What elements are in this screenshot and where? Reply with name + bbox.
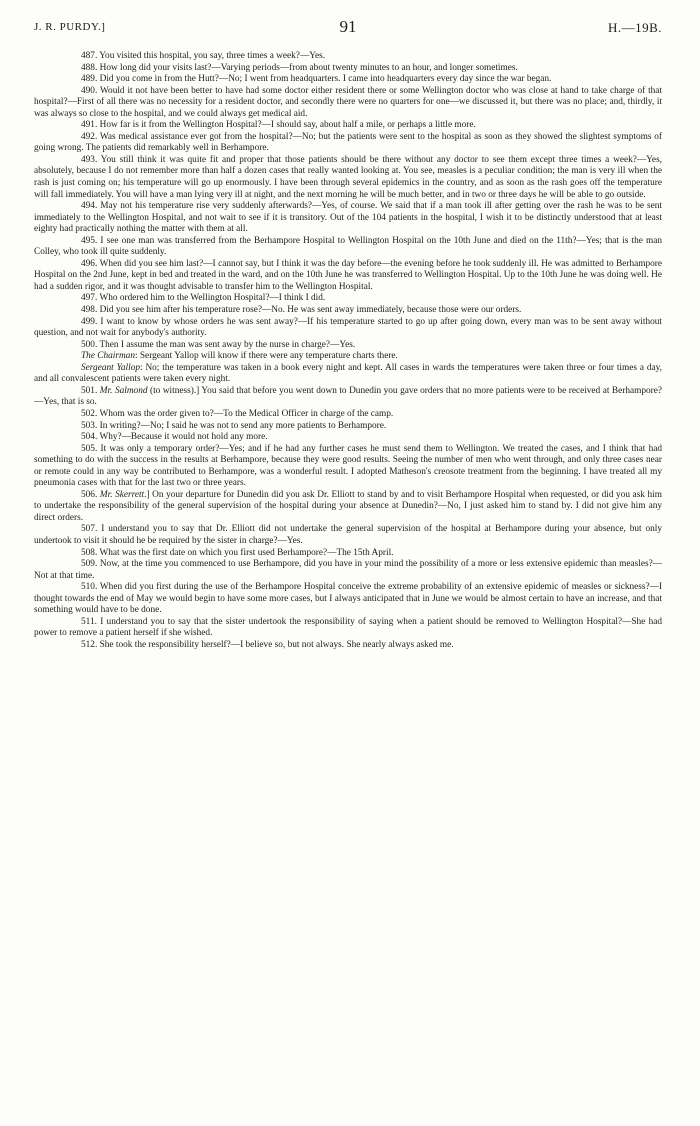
question-number: 512. xyxy=(81,639,98,650)
testimony-paragraph xyxy=(34,524,662,547)
testimony-paragraph xyxy=(34,259,662,294)
testimony-paragraph xyxy=(34,409,662,421)
header-witness-name: J. R. PURDY.] xyxy=(34,21,106,33)
question-number: 496. xyxy=(81,258,98,269)
paragraph-text: Did you come in from the Hutt?—No; I went from headquarters. I came into headquarters every day since the war began. xyxy=(99,74,552,85)
question-number: 488. xyxy=(81,62,98,73)
question-number: 500. xyxy=(81,339,98,350)
question-number: 506. xyxy=(81,489,98,500)
paragraph-text: (to witness).] You said that before you went down to Dunedin you gave orders that no more patients were to be received at Berhampore?—Yes, that is so. xyxy=(34,385,662,408)
speaker-name: The Chairman xyxy=(81,351,135,362)
paragraph-text: Did you see him after his temperature rose?—No. He was sent away immediately, because those were our orders. xyxy=(99,305,522,316)
speaker-name: Sergeant Yallop xyxy=(81,362,140,373)
page-number: 91 xyxy=(339,17,357,36)
testimony-paragraph xyxy=(34,363,662,386)
speaker-name: Mr. Skerrett xyxy=(99,489,145,500)
question-number: 490. xyxy=(81,85,98,96)
question-number: 502. xyxy=(81,408,98,419)
paragraph-text: I understand you to say that Dr. Elliott did not undertake the general supervision of the hospital at Berhampore during your absence, but only undertook to visit it should he be required by the sister in charge?—Yes. xyxy=(34,524,663,546)
question-number: 499. xyxy=(81,316,98,327)
question-number: 509. xyxy=(81,559,98,570)
paragraph-text: In writing?—No; I said he was not to send any more patients to Berhampore. xyxy=(99,420,387,431)
testimony-paragraph xyxy=(34,640,662,652)
question-number: 507. xyxy=(81,524,98,535)
question-number: 508. xyxy=(81,547,98,558)
testimony-paragraph xyxy=(34,444,662,490)
paragraph-text: When did you first during the use of the Berhampore Hospital conceive the extreme probability of an extensive epidemic of measles or sickness?—I thought towards the end of May we would begin to have some more cases, but I always anticipated that in June we would be almost certain to have an increase, and that something would have to be done. xyxy=(34,582,663,616)
paragraph-text: I see one man was transferred from the Berhampore Hospital to Wellington Hospital on the 10th June and died on the 11th?—Yes; that is the man Colley, who took ill quite suddenly. xyxy=(34,235,662,258)
testimony-paragraph xyxy=(34,548,662,560)
paragraph-text: .] On your departure for Dunedin did you ask Dr. Elliott to stand by and to visit Berhampore Hospital when requested, or did you ask him to undertake the responsibility of the general supervision of the hospital during your absence at Dunedin?—No, I just asked him to stand by. I did not give him any direct orders. xyxy=(34,489,662,523)
question-number: 501. xyxy=(81,385,98,396)
paragraph-text: Who ordered him to the Wellington Hospital?—I think I did. xyxy=(99,293,326,304)
paragraph-text: How far is it from the Wellington Hospital?—I should say, about half a mile, or perhaps a little more. xyxy=(99,120,476,131)
testimony-paragraph xyxy=(34,155,662,201)
paragraph-text: I want to know by whose orders he was sent away?—If his temperature started to go up after going down, every man was to be sent away without question, and not wait for anybody's authority. xyxy=(34,316,662,339)
paragraph-text: : No; the temperature was taken in a book every night and kept. All cases in wards the temperatures were taken three or four times a day, and all convalescent patients were taken every night. xyxy=(34,362,662,385)
question-number: 493. xyxy=(81,154,98,165)
testimony-paragraph xyxy=(34,74,662,86)
paragraph-text: Whom was the order given to?—To the Medical Officer in charge of the camp. xyxy=(99,408,394,419)
testimony-paragraph xyxy=(34,421,662,433)
testimony-paragraph xyxy=(34,51,662,63)
testimony-paragraph xyxy=(34,340,662,352)
question-number: 491. xyxy=(81,120,98,131)
testimony-paragraph xyxy=(34,317,662,340)
paragraph-text: Now, at the time you commenced to use Berhampore, did you have in your mind the possibility of a more or less extensive epidemic than measles?—Not at that time. xyxy=(34,559,662,581)
testimony-paragraph xyxy=(34,236,662,259)
testimony-paragraph xyxy=(34,559,662,582)
testimony-body xyxy=(34,51,662,651)
question-number: 511. xyxy=(81,616,97,627)
question-number: 498. xyxy=(81,305,98,316)
question-number: 495. xyxy=(81,235,98,246)
testimony-paragraph xyxy=(34,293,662,305)
question-number: 510. xyxy=(81,582,98,593)
question-number: 497. xyxy=(81,293,98,304)
paragraph-text: : Sergeant Yallop will know if there were any temperature charts there. xyxy=(134,351,398,362)
testimony-paragraph xyxy=(34,617,662,640)
paragraph-text: What was the first date on which you first used Berhampore?—The 15th April. xyxy=(99,547,394,558)
testimony-paragraph xyxy=(34,432,662,444)
paragraph-text: She took the responsibility herself?—I believe so, but not always. She nearly always asked me. xyxy=(99,639,454,650)
paragraph-text: When did you see him last?—I cannot say, but I think it was the day before—the evening before he took suddenly ill. He was admitted to Berhampore Hospital on the 2nd June, kept in bed and treated in the ward, and on the 10th June he was transferred to Wellington Hospital. Up to the 10th June he was doing well. He had a sudden rigor, and it was thought advisable to transfer him to the Wellington Hospital. xyxy=(34,258,663,292)
testimony-paragraph xyxy=(34,63,662,75)
paragraph-text: You visited this hospital, you say, three times a week?—Yes. xyxy=(99,51,326,61)
paragraph-text: How long did your visits last?—Varying periods—from about twenty minutes to an hour, and longer sometimes. xyxy=(99,62,518,73)
paragraph-text: It was only a temporary order?—Yes; and if he had any further cases he must send them to Wellington. We treated the cases, and I think that had something to do with the success in the results at Berhampore, because they were good results. Seeing the number of men who went through, and only three cases near or remote could in any way be contributed to Berhampore, was a wonderful result. I adopted Matheson's creosote treatment from the beginning. I have treated all my pneumonia cases with that for the last two or three years. xyxy=(34,443,662,489)
paragraph-text: Why?—Because it would not hold any more. xyxy=(99,432,268,443)
question-number: 489. xyxy=(81,74,98,85)
testimony-paragraph xyxy=(34,351,662,363)
testimony-paragraph xyxy=(34,201,662,236)
question-number: 505. xyxy=(81,443,98,454)
testimony-paragraph xyxy=(34,120,662,132)
page-header xyxy=(34,17,662,41)
paragraph-text: Would it not have been better to have had some doctor either resident there or some Wellington doctor who was close at hand to take charge of that hospital?—First of all there was no necessity for a resident doctor, and secondly there were no quarters for one—we discussed it, but there was no place; and, thirdly, it was always so close to the hospital, and we could always get medical aid. xyxy=(34,85,663,119)
paragraph-text: I understand you to say that the sister undertook the responsibility of saying when a patient should be removed to Wellington Hospital?—She had power to remove a patient herself if she wished. xyxy=(34,616,662,639)
testimony-paragraph xyxy=(34,490,662,525)
paragraph-text: Was medical assistance ever got from the hospital?—No; but the patients were sent to the hospital as soon as they showed the slightest symptoms of going wrong. The patients did remarkably well in Berhampore. xyxy=(34,131,662,154)
testimony-paragraph xyxy=(34,305,662,317)
question-number: 503. xyxy=(81,420,98,431)
question-number: 494. xyxy=(81,201,98,212)
testimony-paragraph xyxy=(34,132,662,155)
testimony-paragraph xyxy=(34,386,662,409)
testimony-paragraph xyxy=(34,582,662,617)
header-document-reference: H.—19B. xyxy=(607,20,662,35)
paragraph-text: You still think it was quite fit and proper that those patients should be there without any doctor to see them except three times a week?—Yes, absolutely, because I do not remember more than half a dozen cases that really wanted looking at. You see, measles is a peculiar condition; the man is very ill when the rash is just coming on; his temperature will go up enormously. I have been through several epidemics in the country, and as soon as the rash goes off the temperature will fall immediately. You will have a man lying very ill at night, and the next morning he will be much better, and in two or three days he will be able to go outside. xyxy=(34,154,663,200)
paragraph-text: May not his temperature rise very suddenly afterwards?—Yes, of course. We said that if a man took ill after getting over the rash he was to be sent immediately to the Wellington Hospital, and not wait to see if it is transitory. Out of the 104 patients in the hospital, I wish it to be distinctly understood that at least eighty had practically nothing the matter with them at all. xyxy=(34,201,662,235)
question-number: 504. xyxy=(81,432,98,443)
paragraph-text: Then I assume the man was sent away by the nurse in charge?—Yes. xyxy=(99,339,356,350)
question-number: 487. xyxy=(81,51,98,61)
question-number: 492. xyxy=(81,131,98,142)
testimony-paragraph xyxy=(34,86,662,121)
speaker-name: Mr. Salmond xyxy=(99,385,148,396)
